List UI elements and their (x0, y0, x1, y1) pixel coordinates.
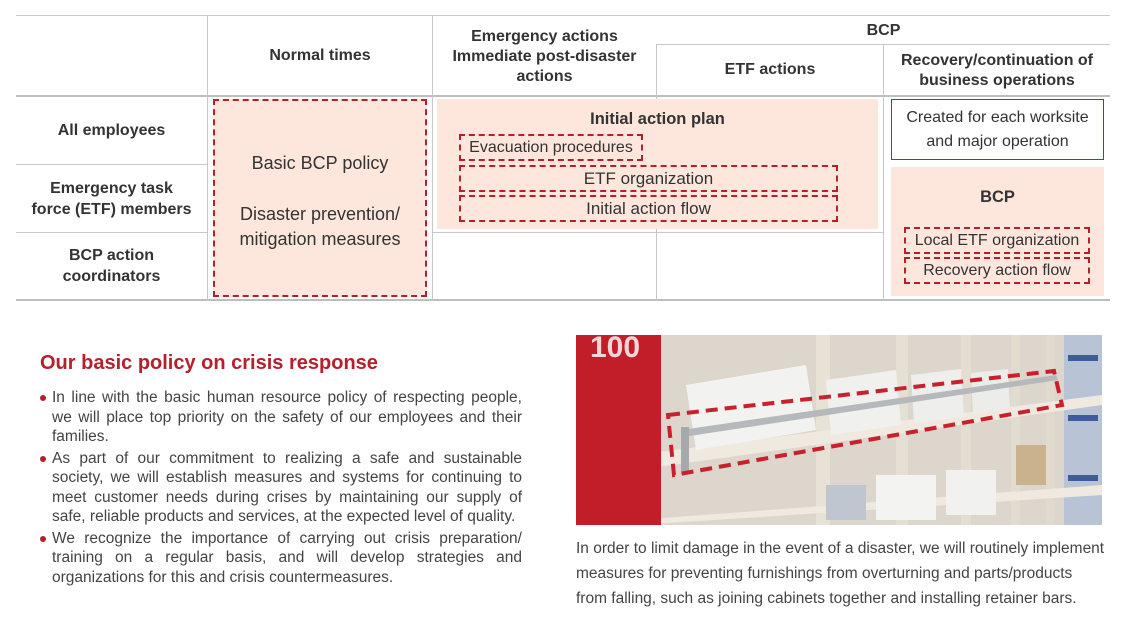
policy-bullet: We recognize the importance of carrying out crisis preparation/ training on a regular basis, and will develop strategies and organizations for this and crisis countermeasures. (40, 529, 522, 588)
initial-action-plan-title: Initial action plan (590, 110, 725, 128)
row-label-etf-line2: force (ETF) members (31, 200, 192, 218)
local-etf-organization-box: Local ETF organization (904, 227, 1090, 254)
evacuation-procedures-box: Evacuation procedures (459, 134, 643, 161)
pillar-sign-number: 100 (590, 335, 641, 364)
normal-times-dashed-border (213, 99, 427, 297)
row-label-bcp-coordinators (16, 233, 207, 299)
header-emergency-actions (433, 26, 656, 88)
worksite-note-box (891, 99, 1104, 160)
disaster-line1: Disaster prevention/ (239, 204, 401, 224)
row-label-etf-members (16, 165, 207, 232)
disaster-line2: mitigation measures (239, 229, 401, 249)
row-label-bcp-line1: BCP action (68, 247, 155, 264)
policy-bullet-list (40, 388, 522, 589)
table-bottom-border (16, 299, 1110, 301)
recovery-bcp-title: BCP (980, 188, 1015, 206)
shelf-illustration (576, 335, 1102, 525)
header-emergency-line1: Emergency actions (471, 28, 618, 45)
row2-divider-mid (433, 232, 883, 233)
row-label-etf-line1: Emergency task (50, 179, 173, 197)
initial-action-flow-box: Initial action flow (459, 195, 838, 222)
row-label-all-employees: All employees (57, 122, 166, 139)
table-top-border (16, 15, 1110, 16)
header-recovery-line1: Recovery/continuation of (900, 52, 1094, 69)
header-normal-times: Normal times (269, 46, 371, 64)
recovery-action-flow-box: Recovery action flow (904, 257, 1090, 284)
policy-bullet: In line with the basic human resource policy of respecting people, we will place top priority on the safety of our employees and their families. (40, 388, 522, 447)
worksite-note-line1: Created for each worksite (906, 109, 1089, 126)
header-emergency-line3: actions (516, 68, 573, 85)
header-recovery (884, 47, 1110, 95)
etf-organization-box: ETF organization (459, 165, 838, 192)
header-bcp: BCP (866, 22, 901, 39)
basic-bcp-policy: Basic BCP policy (251, 153, 389, 173)
header-emergency-line2: Immediate post-disaster (452, 48, 637, 65)
row-label-bcp-line2: coordinators (62, 268, 161, 285)
policy-bullet: As part of our commitment to realizing a safe and sustainable society, we will establish measures and systems for continuing to meet customer needs during crises by maintaining our supply of safe, reliable products and services, at the expected level of quality. (40, 449, 522, 527)
header-etf-actions: ETF actions (724, 61, 816, 78)
worksite-note-line2: and major operation (926, 133, 1069, 150)
photo-caption: In order to limit damage in the event of a disaster, we will routinely implement measures for preventing furnishings from overturning and parts/products from falling, such as joining cabinets together and installing retainer bars. (576, 540, 1105, 607)
header-recovery-line2: business operations (919, 72, 1075, 89)
disaster-prevention-measures (213, 202, 427, 252)
policy-title: Our basic policy on crisis response (40, 352, 378, 374)
warehouse-shelf-photo (576, 335, 1102, 525)
